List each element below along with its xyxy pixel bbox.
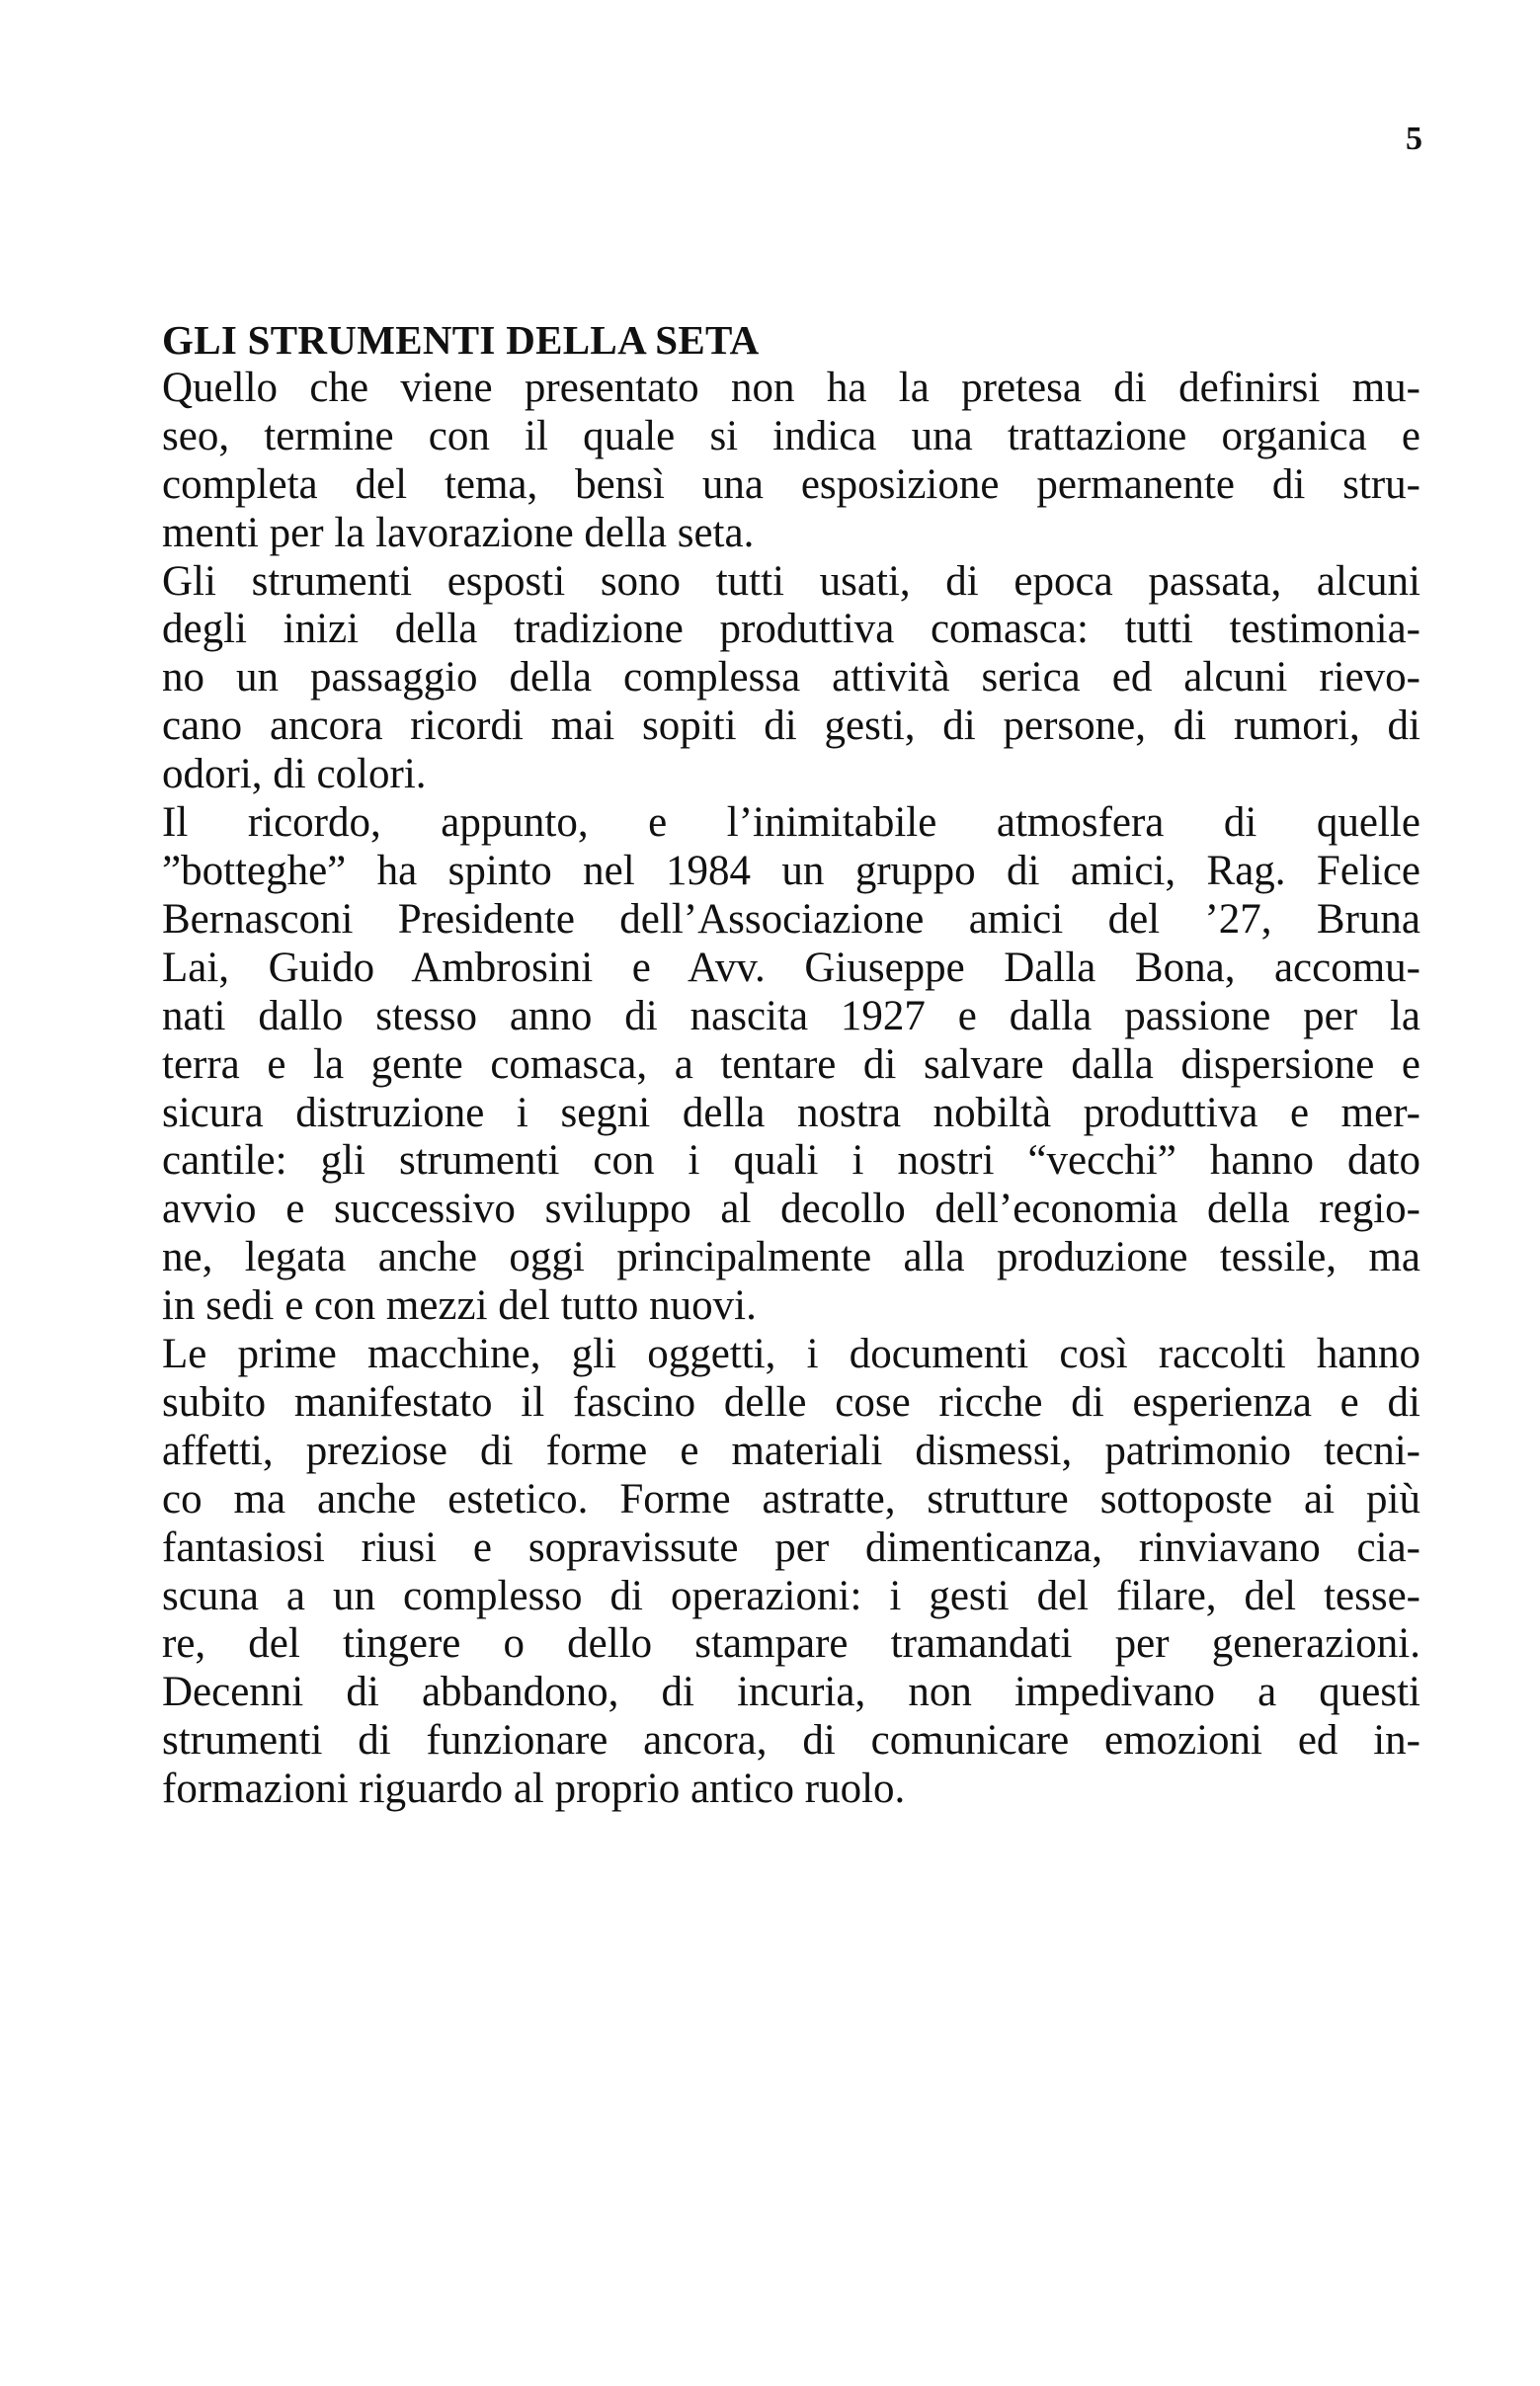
- text-line: Quello che viene presentato non ha la pretesa di definirsi mu-: [162, 364, 1420, 411]
- text-line: strumenti di funzionare ancora, di comunicare emozioni ed in-: [162, 1717, 1420, 1765]
- text-line: sicura distruzione i segni della nostra nobiltà produttiva e mer-: [162, 1089, 1420, 1136]
- text-line: subito manifestato il fascino delle cose ricche di esperienza e di: [162, 1378, 1420, 1426]
- text-line: terra e la gente comasca, a tentare di salvare dalla dispersione e: [162, 1040, 1420, 1088]
- text-line: Bernasconi Presidente dell’Associazione amici del ’27, Bruna: [162, 895, 1420, 943]
- paragraph-3: [162, 799, 1420, 1331]
- text-line: ne, legata anche oggi principalmente alla produzione tessile, ma: [162, 1234, 1420, 1281]
- text-line: nati dallo stesso anno di nascita 1927 e dalla passione per la: [162, 992, 1420, 1039]
- text-line: co ma anche estetico. Forme astratte, strutture sottoposte ai più: [162, 1475, 1420, 1522]
- text-line: completa del tema, bensì una esposizione permanente di stru-: [162, 460, 1420, 508]
- text-line: Decenni di abbandono, di incuria, non impedivano a questi: [162, 1669, 1420, 1716]
- text-line: degli inizi della tradizione produttiva comasca: tutti testimonia-: [162, 606, 1420, 653]
- text-line: re, del tingere o dello stampare tramandati per generazioni.: [162, 1620, 1420, 1668]
- paragraph-1: [162, 365, 1420, 558]
- text-line: no un passaggio della complessa attività serica ed alcuni rievo-: [162, 654, 1420, 701]
- section-title: GLI STRUMENTI DELLA SETA: [162, 317, 760, 363]
- text-line: fantasiosi riusi e sopravissute per dimenticanza, rinviavano cia-: [162, 1523, 1420, 1571]
- text-line: Lai, Guido Ambrosini e Avv. Giuseppe Dalla Bona, accomu-: [162, 944, 1420, 991]
- text-line: Il ricordo, appunto, e l’inimitabile atmosfera di quelle: [162, 799, 1420, 847]
- text-line: ”botteghe” ha spinto nel 1984 un gruppo di amici, Rag. Felice: [162, 847, 1420, 894]
- text-line: menti per la lavorazione della seta.: [162, 509, 755, 556]
- paragraph-2: [162, 558, 1420, 800]
- text-line: cantile: gli strumenti con i quali i nostri “vecchi” hanno dato: [162, 1137, 1420, 1185]
- text-line: Le prime macchine, gli oggetti, i documenti così raccolti hanno: [162, 1331, 1420, 1378]
- text-line: scuna a un complesso di operazioni: i gesti del filare, del tesse-: [162, 1572, 1420, 1619]
- text-line: avvio e successivo sviluppo al decollo dell’economia della regio-: [162, 1186, 1420, 1233]
- text-line: formazioni riguardo al proprio antico ruolo.: [162, 1766, 906, 1813]
- article-body: [162, 316, 1420, 1814]
- text-line: odori, di colori.: [162, 751, 427, 798]
- text-line: seo, termine con il quale si indica una trattazione organica e: [162, 412, 1420, 459]
- text-line: Gli strumenti esposti sono tutti usati, di epoca passata, alcuni: [162, 557, 1420, 605]
- paragraph-4: [162, 1331, 1420, 1814]
- text-line: cano ancora ricordi mai sopiti di gesti, di persone, di rumori, di: [162, 702, 1420, 750]
- text-line: in sedi e con mezzi del tutto nuovi.: [162, 1282, 757, 1330]
- text-line: affetti, preziose di forme e materiali dismessi, patrimonio tecni-: [162, 1427, 1420, 1474]
- page-number: 5: [1406, 121, 1422, 157]
